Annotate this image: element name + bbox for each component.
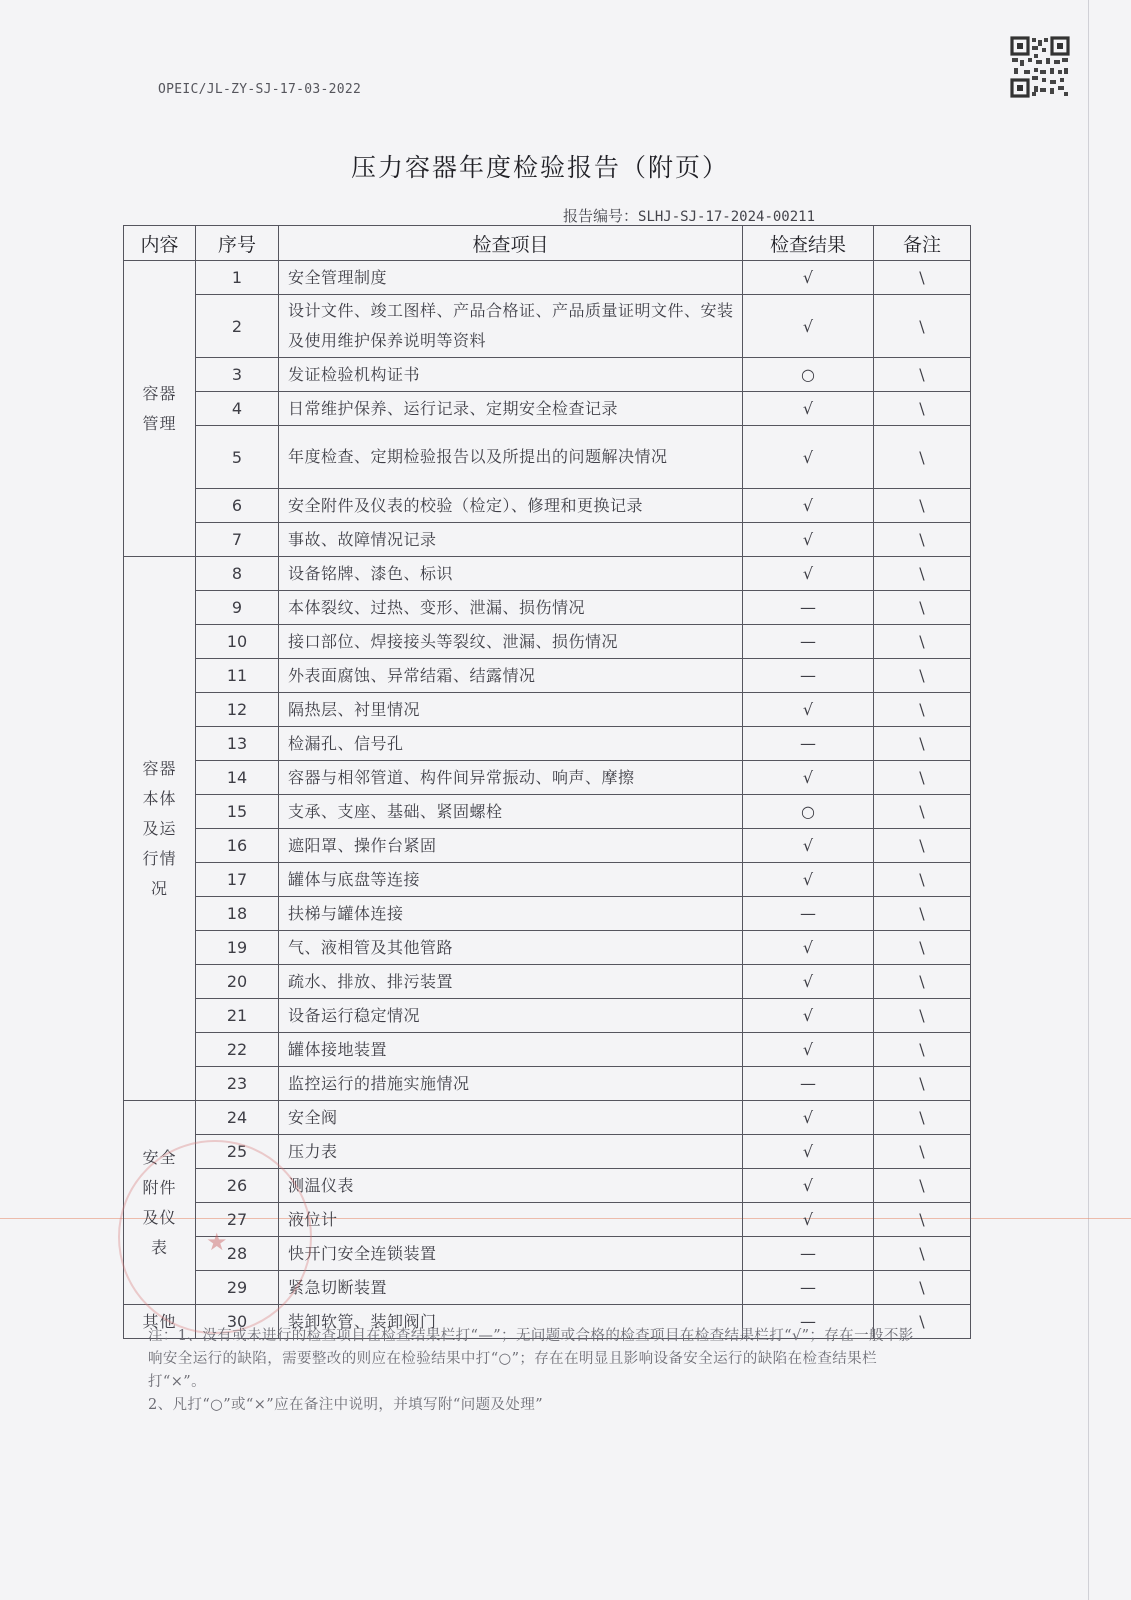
table-row	[124, 1169, 971, 1203]
row-remark: \	[874, 358, 971, 392]
table-row	[124, 1271, 971, 1305]
row-seq: 16	[196, 829, 279, 863]
table-row	[124, 1033, 971, 1067]
table-row	[124, 727, 971, 761]
row-result: √	[743, 761, 874, 795]
row-remark: \	[874, 863, 971, 897]
row-item: 压力表	[279, 1135, 743, 1169]
row-result: √	[743, 829, 874, 863]
table-row	[124, 1067, 971, 1101]
table-row	[124, 1101, 971, 1135]
category-body: 容器本体及运行情况	[124, 557, 196, 1101]
row-seq: 14	[196, 761, 279, 795]
row-item: 装卸软管、装卸阀门	[279, 1305, 743, 1339]
row-result: √	[743, 557, 874, 591]
row-result: √	[743, 1135, 874, 1169]
row-seq: 25	[196, 1135, 279, 1169]
row-seq: 8	[196, 557, 279, 591]
row-result: ○	[743, 358, 874, 392]
row-item: 外表面腐蚀、异常结霜、结露情况	[279, 659, 743, 693]
row-result: —	[743, 1237, 874, 1271]
row-result: —	[743, 659, 874, 693]
row-result: —	[743, 1305, 874, 1339]
page-title: 压力容器年度检验报告（附页）	[350, 153, 729, 182]
row-seq: 15	[196, 795, 279, 829]
row-remark: \	[874, 591, 971, 625]
row-seq: 9	[196, 591, 279, 625]
row-result: ○	[743, 795, 874, 829]
header-item: 检查项目	[279, 226, 743, 261]
header-content: 内容	[124, 226, 196, 261]
row-item: 本体裂纹、过热、变形、泄漏、损伤情况	[279, 591, 743, 625]
row-result: —	[743, 591, 874, 625]
table-row	[124, 358, 971, 392]
row-seq: 29	[196, 1271, 279, 1305]
row-remark: \	[874, 897, 971, 931]
row-item: 接口部位、焊接接头等裂纹、泄漏、损伤情况	[279, 625, 743, 659]
row-seq: 3	[196, 358, 279, 392]
row-result: √	[743, 1203, 874, 1237]
note-1: 注：1、没有或未进行的检查项目在检查结果栏打“—”；无问题或合格的检查项目在检查结果栏打“√”；存在一般不影响安全运行的缺陷，需要整改的则应在检验结果中打“○”；存在在明显且影响设备安全运行的缺陷在检查结果栏打“×”。	[148, 1328, 914, 1390]
inspection-table	[123, 225, 971, 1339]
row-remark: \	[874, 727, 971, 761]
row-item: 安全管理制度	[279, 261, 743, 295]
category-management: 容器管理	[124, 261, 196, 557]
row-remark: \	[874, 489, 971, 523]
row-result: √	[743, 261, 874, 295]
table-row	[124, 897, 971, 931]
row-remark: \	[874, 625, 971, 659]
row-item: 罐体与底盘等连接	[279, 863, 743, 897]
row-item: 安全阀	[279, 1101, 743, 1135]
row-seq: 13	[196, 727, 279, 761]
row-seq: 27	[196, 1203, 279, 1237]
row-seq: 22	[196, 1033, 279, 1067]
row-item: 设备运行稳定情况	[279, 999, 743, 1033]
row-item: 快开门安全连锁装置	[279, 1237, 743, 1271]
row-result: —	[743, 727, 874, 761]
qr-code-icon	[1010, 36, 1070, 98]
row-result: √	[743, 489, 874, 523]
row-result: —	[743, 1271, 874, 1305]
row-item: 疏水、排放、排污装置	[279, 965, 743, 999]
row-remark: \	[874, 1237, 971, 1271]
row-seq: 10	[196, 625, 279, 659]
row-remark: \	[874, 1033, 971, 1067]
row-seq: 2	[196, 295, 279, 358]
row-remark: \	[874, 1067, 971, 1101]
row-remark: \	[874, 965, 971, 999]
row-seq: 30	[196, 1305, 279, 1339]
row-seq: 18	[196, 897, 279, 931]
row-seq: 6	[196, 489, 279, 523]
row-remark: \	[874, 557, 971, 591]
row-remark: \	[874, 795, 971, 829]
row-seq: 26	[196, 1169, 279, 1203]
table-row	[124, 489, 971, 523]
row-remark: \	[874, 1101, 971, 1135]
header-seq: 序号	[196, 226, 279, 261]
row-item: 监控运行的措施实施情况	[279, 1067, 743, 1101]
row-seq: 1	[196, 261, 279, 295]
row-result: √	[743, 1033, 874, 1067]
row-item: 年度检查、定期检验报告以及所提出的问题解决情况	[279, 426, 743, 489]
row-remark: \	[874, 1305, 971, 1339]
row-remark: \	[874, 1271, 971, 1305]
row-item: 设计文件、竣工图样、产品合格证、产品质量证明文件、安装及使用维护保养说明等资料	[279, 295, 743, 358]
row-result: √	[743, 965, 874, 999]
row-remark: \	[874, 392, 971, 426]
table-row	[124, 557, 971, 591]
table-row	[124, 931, 971, 965]
row-seq: 23	[196, 1067, 279, 1101]
seal-star-icon: ★	[206, 1228, 228, 1256]
header-remark: 备注	[874, 226, 971, 261]
row-result: √	[743, 931, 874, 965]
table-row	[124, 761, 971, 795]
table-row	[124, 295, 971, 358]
row-seq: 4	[196, 392, 279, 426]
row-item: 隔热层、衬里情况	[279, 693, 743, 727]
row-item: 容器与相邻管道、构件间异常振动、响声、摩擦	[279, 761, 743, 795]
row-remark: \	[874, 999, 971, 1033]
row-seq: 17	[196, 863, 279, 897]
document-code: OPEIC/JL-ZY-SJ-17-03-2022	[158, 82, 362, 97]
category-accessories: 安全附件及仪表	[124, 1101, 196, 1305]
table-row	[124, 591, 971, 625]
row-item: 罐体接地装置	[279, 1033, 743, 1067]
row-remark: \	[874, 1169, 971, 1203]
table-row	[124, 965, 971, 999]
table-row	[124, 829, 971, 863]
row-result: √	[743, 295, 874, 358]
row-seq: 21	[196, 999, 279, 1033]
row-remark: \	[874, 761, 971, 795]
row-item: 检漏孔、信号孔	[279, 727, 743, 761]
row-remark: \	[874, 659, 971, 693]
row-result: √	[743, 693, 874, 727]
row-item: 安全附件及仪表的校验（检定）、修理和更换记录	[279, 489, 743, 523]
row-item: 发证检验机构证书	[279, 358, 743, 392]
category-other: 其他	[124, 1305, 196, 1339]
row-seq: 7	[196, 523, 279, 557]
row-remark: \	[874, 426, 971, 489]
table-row	[124, 795, 971, 829]
table-row	[124, 693, 971, 727]
row-item: 支承、支座、基础、紧固螺栓	[279, 795, 743, 829]
row-item: 气、液相管及其他管路	[279, 931, 743, 965]
row-remark: \	[874, 523, 971, 557]
row-remark: \	[874, 931, 971, 965]
row-seq: 20	[196, 965, 279, 999]
row-seq: 12	[196, 693, 279, 727]
table-row	[124, 426, 971, 489]
row-result: —	[743, 897, 874, 931]
header-result: 检查结果	[743, 226, 874, 261]
row-item: 日常维护保养、运行记录、定期安全检查记录	[279, 392, 743, 426]
row-result: √	[743, 999, 874, 1033]
row-result: √	[743, 392, 874, 426]
row-item: 测温仪表	[279, 1169, 743, 1203]
report-number-value: SLHJ-SJ-17-2024-00211	[638, 209, 816, 225]
table-row	[124, 392, 971, 426]
row-seq: 5	[196, 426, 279, 489]
table-row	[124, 523, 971, 557]
row-remark: \	[874, 693, 971, 727]
report-number-label: 报告编号：	[563, 207, 639, 225]
row-remark: \	[874, 261, 971, 295]
row-remark: \	[874, 295, 971, 358]
row-item: 液位计	[279, 1203, 743, 1237]
table-row	[124, 1237, 971, 1271]
row-result: —	[743, 625, 874, 659]
row-result: √	[743, 1101, 874, 1135]
report-number	[563, 205, 815, 226]
row-seq: 24	[196, 1101, 279, 1135]
row-result: √	[743, 523, 874, 557]
table-row	[124, 261, 971, 295]
row-item: 紧急切断装置	[279, 1271, 743, 1305]
note-2: 2、凡打“○”或“×”应在备注中说明，并填写附“问题及处理”	[148, 1397, 544, 1413]
table-row	[124, 1135, 971, 1169]
table-row	[124, 659, 971, 693]
table-header-row	[124, 226, 971, 261]
row-item: 扶梯与罐体连接	[279, 897, 743, 931]
row-result: √	[743, 863, 874, 897]
row-seq: 19	[196, 931, 279, 965]
row-seq: 28	[196, 1237, 279, 1271]
notes-section	[148, 1325, 918, 1417]
row-seq: 11	[196, 659, 279, 693]
row-result: —	[743, 1067, 874, 1101]
table-row	[124, 1203, 971, 1237]
page-edge-line	[1088, 0, 1089, 1600]
row-item: 事故、故障情况记录	[279, 523, 743, 557]
row-item: 遮阳罩、操作台紧固	[279, 829, 743, 863]
row-item: 设备铭牌、漆色、标识	[279, 557, 743, 591]
table-row	[124, 999, 971, 1033]
row-remark: \	[874, 1203, 971, 1237]
row-remark: \	[874, 829, 971, 863]
row-result: √	[743, 1169, 874, 1203]
table-row	[124, 625, 971, 659]
table-row	[124, 863, 971, 897]
row-remark: \	[874, 1135, 971, 1169]
row-result: √	[743, 426, 874, 489]
